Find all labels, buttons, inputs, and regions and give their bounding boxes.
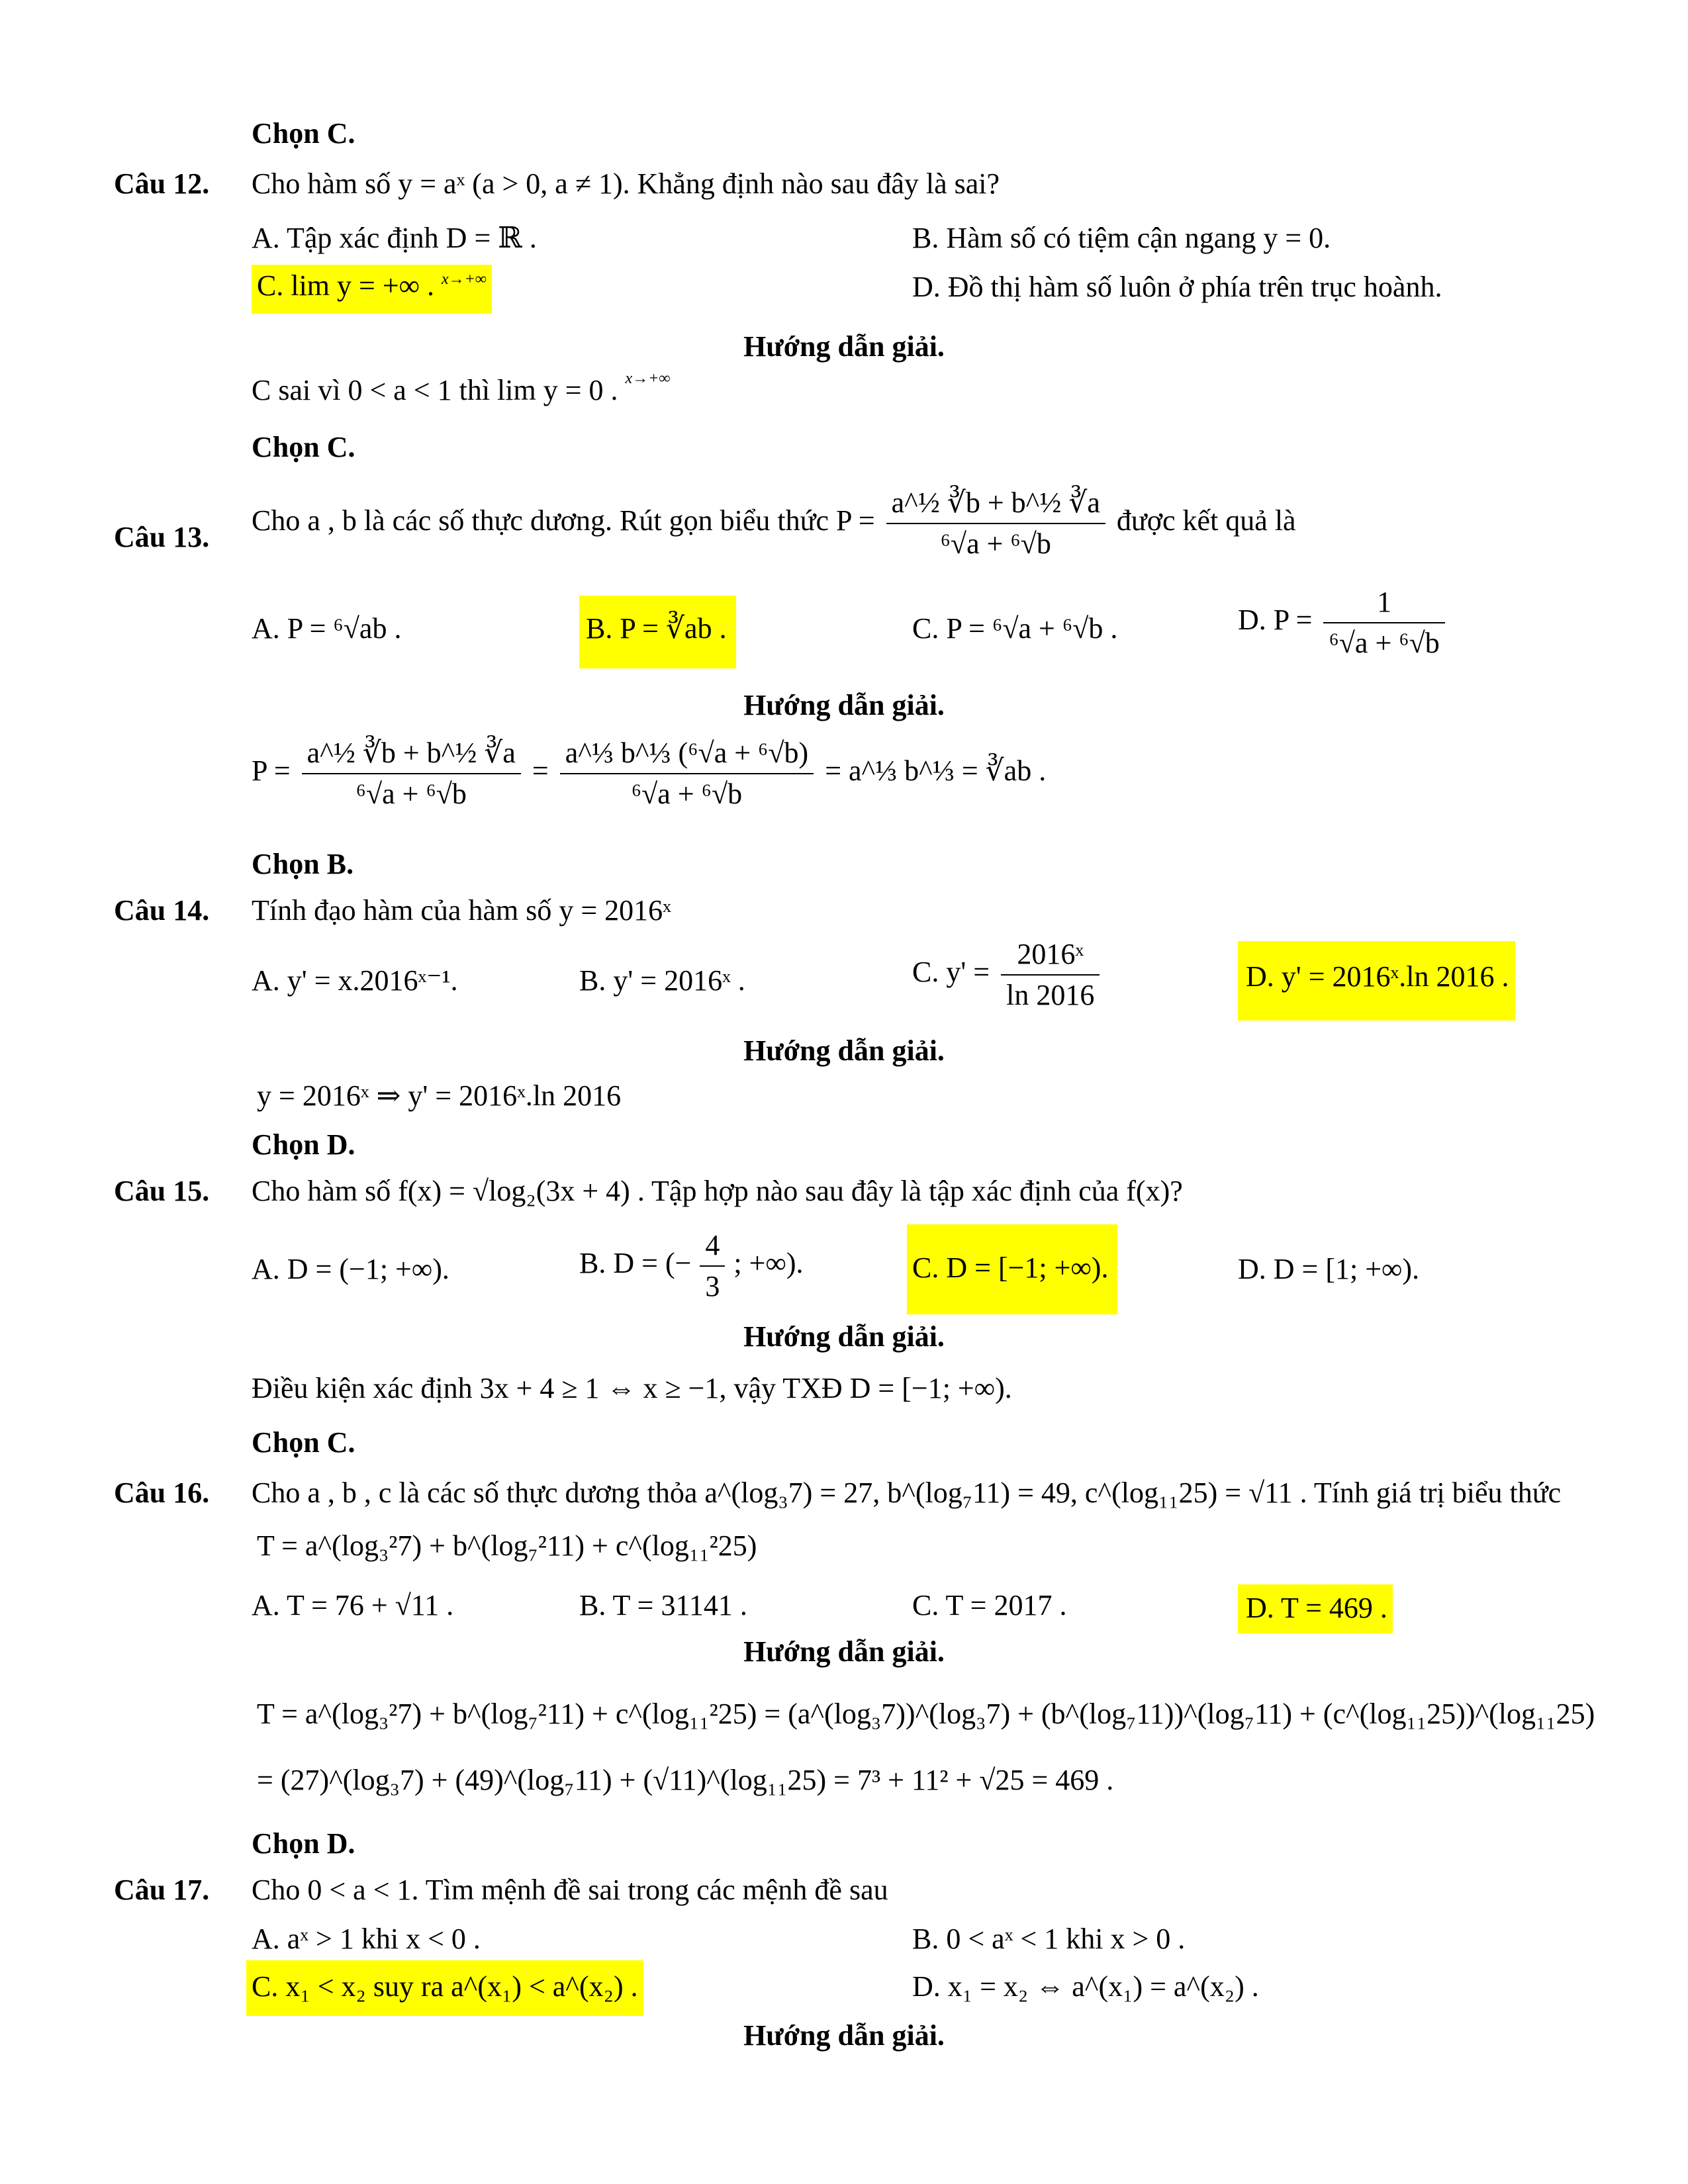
q13-solution-post: = a^⅓ b^⅓ = ∛ab .: [825, 754, 1047, 788]
q13-stem-post: được kết quả là: [1116, 504, 1296, 537]
q14-option-c: [912, 934, 1103, 1015]
q13-label: Câu 13.: [114, 521, 210, 553]
q15-option-b-denominator: 3: [705, 1270, 720, 1302]
q16-option-d: D. T = 469 .: [1238, 1584, 1393, 1633]
q15-option-b: [579, 1226, 803, 1306]
q16-option-d-wrap: [1238, 1584, 1393, 1633]
q16-label: Câu 16.: [114, 1477, 210, 1509]
q13-option-d-numerator: 1: [1323, 582, 1444, 623]
q13-option-b: B. P = ∛ab .: [579, 596, 736, 668]
q13-option-d-denominator: ⁶√a + ⁶√b: [1329, 627, 1440, 659]
q16-answer: Chọn D.: [252, 1827, 355, 1860]
q14-stem: Tính đạo hàm của hàm số y = 2016ˣ: [252, 894, 671, 927]
q13-solution-pre: P =: [252, 754, 291, 788]
q16-guide-heading: Hướng dẫn giải.: [743, 1635, 945, 1668]
q12-solution: [252, 371, 671, 410]
q13-solution: P = $\frac{\text{a\textasciicircum{}½ ∛b + b\textasciicircum{}½ ∛a}}{\text{⁶√a + ⁶√b}}$ = $\frac{\text{a\textasciicircum{}⅓ b\textasciicircum{}⅓ (⁶√a + ⁶√b)}}{\text{⁶√a + ⁶√b}}$ = a^⅓ b^⅓ = ∛ab .: [252, 733, 1046, 814]
q13-guide-heading: Hướng dẫn giải.: [743, 689, 945, 721]
q12-label: Câu 12.: [114, 167, 210, 200]
q14-option-c-pre: C. y' =: [912, 956, 990, 989]
q14-label: Câu 14.: [114, 894, 210, 927]
q17-option-a: A. aˣ > 1 khi x < 0 .: [252, 1923, 481, 1955]
q13-solution-denominator-1: ⁶√a + ⁶√b: [355, 778, 467, 810]
q13-stem-pre: Cho a , b là các số thực dương. Rút gọn biểu thức P =: [252, 504, 875, 537]
q13-option-c: C. P = ⁶√a + ⁶√b .: [912, 612, 1118, 645]
q12-option-c-sub: x→+∞: [442, 271, 487, 288]
q15-option-a: A. D = (−1; +∞).: [252, 1253, 449, 1285]
q14-option-a: A. y' = x.2016ˣ⁻¹.: [252, 964, 458, 997]
q13-stem-denominator: ⁶√a + ⁶√b: [940, 527, 1051, 560]
q13-stem-numerator: a^½ ∛b + b^½ ∛a: [886, 483, 1105, 524]
q12-solution-text: C sai vì 0 < a < 1 thì lim y = 0 .: [252, 374, 618, 406]
q12-option-c-wrap: [252, 265, 492, 314]
q15-stem: Cho hàm số f(x) = √log₂(3x + 4) . Tập hợp nào sau đây là tập xác định của f(x)?: [252, 1175, 1183, 1207]
q12-guide-heading: Hướng dẫn giải.: [743, 330, 945, 363]
q14-option-c-fraction: [1001, 934, 1100, 1015]
q16-stem: Cho a , b , c là các số thực dương thỏa a^(log₃7) = 27, b^(log₇11) = 49, c^(log₁₁25) = √11 . Tính giá trị biểu thức: [252, 1477, 1562, 1509]
q13-solution-denominator-2: ⁶√a + ⁶√b: [631, 778, 743, 810]
q13-option-a: A. P = ⁶√ab .: [252, 612, 402, 645]
q12-stem: Cho hàm số y = aˣ (a > 0, a ≠ 1). Khẳng định nào sau đây là sai?: [252, 167, 1000, 200]
q16-option-b: B. T = 31141 .: [579, 1589, 747, 1621]
q15-answer: Chọn C.: [252, 1426, 355, 1459]
q17-option-d: D. x₁ = x₂ ⇔ a^(x₁) = a^(x₂) .: [912, 1970, 1259, 2003]
q14-answer: Chọn D.: [252, 1128, 355, 1161]
q16-option-c: C. T = 2017 .: [912, 1589, 1067, 1621]
q13-stem-fraction: [886, 483, 1105, 564]
q16-solution-line-2: = (27)^(log₃7) + (49)^(log₇11) + (√11)^(log₁₁25) = 7³ + 11² + √25 = 469 .: [257, 1764, 1114, 1796]
q12-solution-sub: x→+∞: [625, 370, 671, 387]
q17-label: Câu 17.: [114, 1874, 210, 1906]
q14-option-b: B. y' = 2016ˣ .: [579, 964, 745, 997]
q13-option-d-fraction: [1323, 582, 1444, 663]
q13-solution-fraction-1: [302, 733, 521, 814]
q16-solution-line-1: T = a^(log₃²7) + b^(log₇²11) + c^(log₁₁²25) = (a^(log₃7))^(log₃7) + (b^(log₇11))^(log₇11) + (c^(log₁₁25))^(log₁₁25): [257, 1698, 1595, 1730]
q12-option-a: A. Tập xác định D = ℝ .: [252, 222, 537, 254]
q17-guide-heading: Hướng dẫn giải.: [743, 2019, 945, 2052]
q15-solution: Điều kiện xác định 3x + 4 ≥ 1 ⇔ x ≥ −1, vậy TXĐ D = [−1; +∞).: [252, 1372, 1012, 1404]
q13-option-d: [1238, 582, 1449, 663]
q14-option-c-numerator: 2016ˣ: [1001, 934, 1100, 976]
q15-guide-heading: Hướng dẫn giải.: [743, 1320, 945, 1353]
q14-option-d: D. y' = 2016ˣ.ln 2016 .: [1238, 941, 1515, 1021]
q15-option-b-fraction: [700, 1226, 725, 1306]
q17-option-b: B. 0 < aˣ < 1 khi x > 0 .: [912, 1923, 1186, 1955]
q13-solution-numerator-1: a^½ ∛b + b^½ ∛a: [302, 733, 521, 774]
q13-stem: [252, 483, 1296, 564]
q12-answer: Chọn C.: [252, 431, 355, 463]
q15-option-d: D. D = [1; +∞).: [1238, 1253, 1420, 1285]
q15-option-b-post: ; +∞).: [733, 1247, 804, 1280]
q13-answer: Chọn B.: [252, 848, 354, 880]
q13-option-b-wrap: [579, 596, 736, 668]
q14-guide-heading: Hướng dẫn giải.: [743, 1034, 945, 1067]
q13-solution-fraction-2: [560, 733, 814, 814]
q14-option-d-wrap: [1238, 941, 1515, 1021]
q16-stem-expression: T = a^(log₃²7) + b^(log₇²11) + c^(log₁₁²25): [257, 1529, 757, 1562]
q15-option-b-numerator: 4: [700, 1226, 725, 1267]
q12-option-d: D. Đồ thị hàm số luôn ở phía trên trục hoành.: [912, 271, 1442, 303]
q17-option-c: C. x₁ < x₂ suy ra a^(x₁) < a^(x₂) .: [246, 1960, 643, 2016]
q17-option-c-wrap: [246, 1960, 643, 2016]
q13-option-d-pre: D. P =: [1238, 604, 1313, 637]
q12-option-b: B. Hàm số có tiệm cận ngang y = 0.: [912, 222, 1331, 254]
q15-label: Câu 15.: [114, 1175, 210, 1207]
q13-solution-numerator-2: a^⅓ b^⅓ (⁶√a + ⁶√b): [560, 733, 814, 774]
q16-option-a: A. T = 76 + √11 .: [252, 1589, 454, 1621]
q15-option-b-pre: B. D = (−: [579, 1247, 692, 1280]
q14-option-c-denominator: ln 2016: [1006, 979, 1095, 1011]
q17-stem: Cho 0 < a < 1. Tìm mệnh đề sai trong các mệnh đề sau: [252, 1874, 888, 1906]
q14-solution: y = 2016ˣ ⇒ y' = 2016ˣ.ln 2016: [257, 1079, 622, 1112]
q11-answer: Chọn C.: [252, 117, 355, 150]
q15-option-c-wrap: [907, 1224, 1117, 1314]
q15-option-c: C. D = [−1; +∞).: [907, 1224, 1117, 1314]
q12-option-c: C. lim y = +∞ .: [257, 269, 435, 302]
